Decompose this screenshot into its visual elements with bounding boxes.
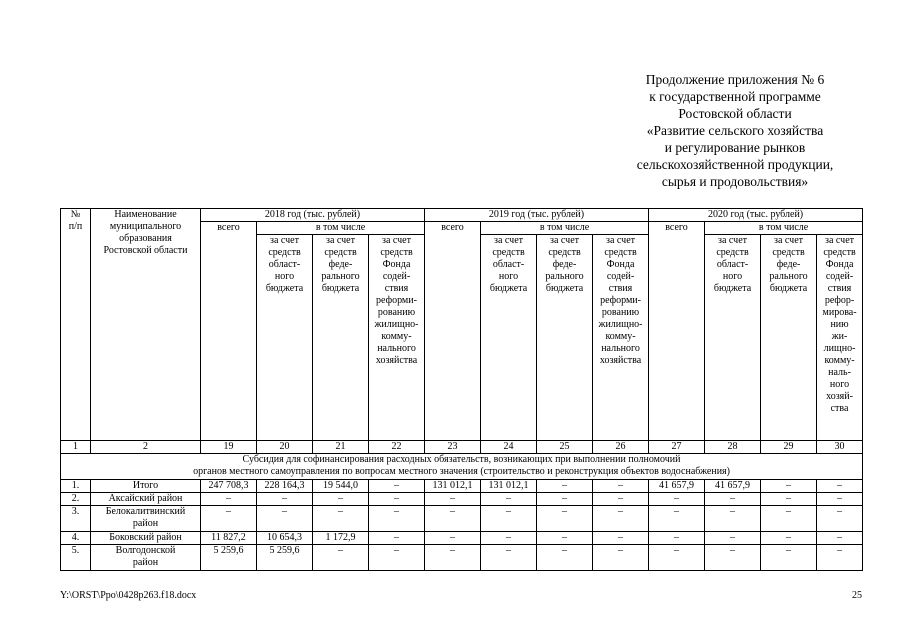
value-cell: – [481,506,537,532]
header-text: за счет [326,235,355,246]
header-text: рального [769,271,808,282]
header-text: ного [722,271,743,282]
heading-line: Ростовской области [678,106,792,121]
header-text: лищно- [823,343,856,354]
header-text: мирова- [822,307,857,318]
value-cell: – [481,532,537,545]
column-number: 30 [817,441,863,454]
column-number: 21 [313,441,369,454]
section-title-line: органов местного самоуправления по вопросам местного значения (строительство и реконструкция объектов водоснабжения) [193,466,730,477]
incl-2018-header: в том числе [257,222,425,235]
municipality-name-line: Белокалитвинский [105,506,186,517]
incl-2020-header: в том числе [705,222,863,235]
value-cell: – [481,545,537,571]
value-cell: – [817,493,863,506]
value-cell: – [369,545,425,571]
value-cell: – [649,493,705,506]
header-text: рефор- [824,295,855,306]
value-cell: 5 259,6 [201,545,257,571]
column-number: 25 [537,441,593,454]
col-name-header [91,209,201,441]
federal-budget-header [761,235,817,441]
value-cell: – [649,532,705,545]
row-number: 1. [61,480,91,493]
header-text: реформи- [600,295,641,306]
header-text: хозяйства [599,355,642,366]
column-number: 19 [201,441,257,454]
header-text: за счет [825,235,855,246]
header-text: за счет [718,235,748,246]
header-text: бюджета [713,283,752,294]
table-row [61,545,863,571]
column-number: 23 [425,441,481,454]
value-cell: 1 172,9 [313,532,369,545]
header-text: бюджета [489,283,528,294]
header-text: рованию [601,307,640,318]
year-2019-header: 2019 год (тыс. рублей) [425,209,649,222]
header-text: средств [380,247,413,258]
value-cell: – [817,480,863,493]
header-text: содей- [825,271,854,282]
incl-2019-header: в том числе [481,222,649,235]
value-cell: – [425,506,481,532]
value-cell: – [369,480,425,493]
header-text: жилищно- [598,319,643,330]
table-row [61,493,863,506]
value-cell: – [537,532,593,545]
value-cell: – [369,532,425,545]
heading-line: сырья и продовольствия» [661,174,809,189]
header-text: жи- [831,331,848,342]
header-text: жилищно- [374,319,419,330]
header-text: област- [268,259,301,270]
table-row [61,480,863,493]
heading-line: Продолжение приложения № 6 [645,72,825,87]
value-cell: 247 708,3 [201,480,257,493]
heading-line: и регулирование рынков [664,140,806,155]
header-text: ствия [608,283,633,294]
table-row [61,506,863,532]
file-path: Y:\ORST\Ppo\0428p263.f18.docx [60,590,197,601]
municipality-name [91,545,201,571]
section-title-line: Субсидия для софинансирования расходных обязательств, возникающих при выполнении полномочий [242,454,681,465]
column-number: 1 [61,441,91,454]
heading-line: сельскохозяйственной продукции, [636,157,834,172]
value-cell: – [761,493,817,506]
municipality-name-line: Итого [132,480,159,491]
value-cell: 131 012,1 [425,480,481,493]
header-text: п/п [68,221,83,232]
value-cell: – [817,545,863,571]
column-number: 28 [705,441,761,454]
value-cell: – [705,545,761,571]
value-cell: – [593,493,649,506]
header-text: бюджета [769,283,808,294]
header-text: за счет [774,235,804,246]
header-text: бюджета [321,283,360,294]
value-cell: 10 654,3 [257,532,313,545]
header-text: муниципального [109,221,182,232]
header-text: рального [321,271,360,282]
value-cell: 228 164,3 [257,480,313,493]
header-text: Наименование [114,209,177,220]
total-2020-header: всего [649,222,705,441]
value-cell: 19 544,0 [313,480,369,493]
year-2020-header: 2020 год (тыс. рублей) [649,209,863,222]
row-number: 5. [61,545,91,571]
header-text: ного [829,379,850,390]
value-cell: – [649,506,705,532]
value-cell: – [201,506,257,532]
value-cell: – [593,480,649,493]
value-cell: – [313,545,369,571]
heading-line: «Развитие сельского хозяйства [646,123,824,138]
header-text: содей- [382,271,411,282]
municipality-name [91,493,201,506]
column-number: 2 [91,441,201,454]
total-2019-header: всего [425,222,481,441]
header-text: хозяйства [375,355,418,366]
federal-budget-header [537,235,593,441]
section-title [61,454,863,480]
header-text: за счет [606,235,635,246]
value-cell: – [257,506,313,532]
col-number-header [61,209,91,441]
header-text: комму- [381,331,412,342]
header-text: бюджета [545,283,584,294]
fund-header [817,235,863,441]
municipality-name [91,480,201,493]
value-cell: – [593,506,649,532]
header-text: област- [716,259,749,270]
value-cell: – [649,545,705,571]
value-cell: 41 657,9 [705,480,761,493]
header-text: образования [119,233,172,244]
header-text: ствия [827,283,852,294]
heading-line: к государственной программе [649,89,821,104]
header-text: средств [268,247,301,258]
column-number: 26 [593,441,649,454]
municipality-name-line: район [132,518,159,529]
value-cell: – [313,493,369,506]
header-text: рального [545,271,584,282]
header-text: за счет [550,235,579,246]
header-text: за счет [270,235,299,246]
municipality-name-line: Аксайский район [108,493,183,504]
header-text: ствия [384,283,409,294]
header-text: комму- [824,355,855,366]
column-numbers-row [61,441,863,454]
value-cell: – [369,493,425,506]
fund-header [369,235,425,441]
value-cell: – [537,506,593,532]
row-number: 4. [61,532,91,545]
header-text: Фонда [382,259,411,270]
header-text: Ростовской области [103,245,188,256]
header-text: содей- [606,271,635,282]
value-cell: – [537,480,593,493]
header-text: средств [492,247,525,258]
header-text: за счет [382,235,411,246]
header-text: ного [274,271,295,282]
value-cell: – [313,506,369,532]
header-text: ного [498,271,519,282]
table-row [61,532,863,545]
value-cell: – [537,493,593,506]
column-number: 20 [257,441,313,454]
value-cell: – [761,532,817,545]
value-cell: 131 012,1 [481,480,537,493]
value-cell: – [705,532,761,545]
column-number: 29 [761,441,817,454]
fund-header [593,235,649,441]
header-text: Фонда [606,259,635,270]
value-cell: – [593,545,649,571]
value-cell: – [817,532,863,545]
header-text: за счет [494,235,523,246]
regional-budget-header [705,235,761,441]
value-cell: – [761,545,817,571]
municipality-name-line: Волгодонской [115,545,176,556]
regional-budget-header [481,235,537,441]
value-cell: – [537,545,593,571]
header-text: нального [377,343,416,354]
row-number: 3. [61,506,91,532]
header-text: наль- [828,367,851,378]
value-cell: 5 259,6 [257,545,313,571]
federal-budget-header [313,235,369,441]
value-cell: – [425,532,481,545]
header-text: хозяй- [826,391,853,402]
budget-table [60,208,863,571]
value-cell: – [761,506,817,532]
header-text: средств [548,247,581,258]
value-cell: – [425,493,481,506]
value-cell: – [201,493,257,506]
value-cell: – [705,506,761,532]
header-text: феде- [552,259,577,270]
value-cell: 11 827,2 [201,532,257,545]
page-number: 25 [852,590,862,601]
column-number: 24 [481,441,537,454]
header-text: средств [716,247,749,258]
header-text: средств [772,247,805,258]
header-text: средств [324,247,357,258]
municipality-name [91,506,201,532]
header-text: № [70,209,81,220]
value-cell: – [369,506,425,532]
column-number: 22 [369,441,425,454]
data-rows [61,480,863,571]
municipality-name [91,532,201,545]
header-text: Фонда [825,259,854,270]
header-text: нию [830,319,849,330]
header-text: средств [823,247,856,258]
value-cell: – [257,493,313,506]
municipality-name-line: Боковский район [109,532,182,543]
regional-budget-header [257,235,313,441]
header-text: ства [830,403,849,414]
value-cell: – [705,493,761,506]
value-cell: – [425,545,481,571]
year-2018-header: 2018 год (тыс. рублей) [201,209,425,222]
value-cell: – [817,506,863,532]
appendix-heading [590,71,880,190]
value-cell: 41 657,9 [649,480,705,493]
header-text: реформи- [376,295,417,306]
total-2018-header: всего [201,222,257,441]
header-text: феде- [328,259,353,270]
header-text: бюджета [265,283,304,294]
value-cell: – [593,532,649,545]
column-number: 27 [649,441,705,454]
header-text: рованию [377,307,416,318]
header-text: нального [601,343,640,354]
value-cell: – [761,480,817,493]
value-cell: – [481,493,537,506]
header-text: комму- [605,331,636,342]
header-text: средств [604,247,637,258]
row-number: 2. [61,493,91,506]
header-text: феде- [776,259,801,270]
header-text: област- [492,259,525,270]
municipality-name-line: район [132,557,159,568]
